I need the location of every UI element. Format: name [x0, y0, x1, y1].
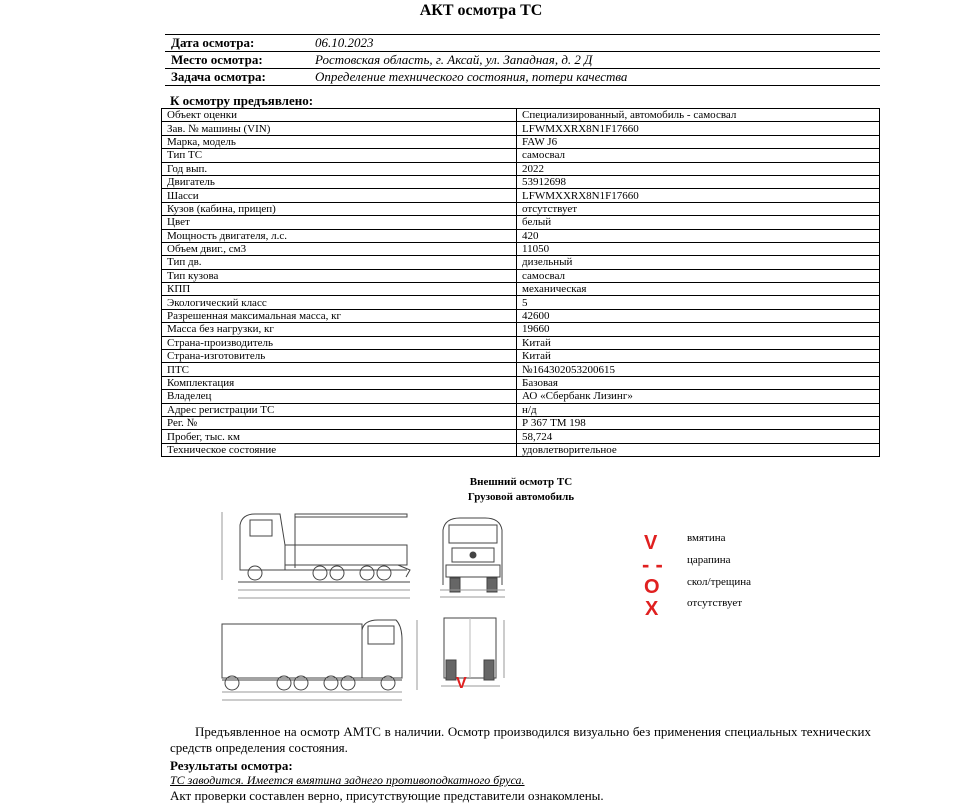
spec-label: Адрес регистрации ТС	[162, 403, 517, 416]
spec-value: Китай	[517, 350, 880, 363]
spec-label: Тип дв.	[162, 256, 517, 269]
spec-label: Шасси	[162, 189, 517, 202]
spec-value: белый	[517, 216, 880, 229]
spec-label: Разрешенная максимальная масса, кг	[162, 309, 517, 322]
truck-side-view-left	[222, 512, 410, 598]
spec-value: 2022	[517, 162, 880, 175]
spec-value: 42600	[517, 309, 880, 322]
legend-label-missing: отсутствует	[687, 597, 743, 609]
spec-label: Комплектация	[162, 376, 517, 389]
inspection-task-value: Определение технического состояния, потери качества	[315, 69, 628, 84]
spec-label: Двигатель	[162, 175, 517, 188]
spec-value: н/д	[517, 403, 880, 416]
truck-rear-view	[441, 618, 504, 686]
page-title: АКТ осмотра ТС	[419, 2, 543, 19]
spec-value: LFWMXXRX8N1F17660	[517, 122, 880, 135]
spec-label: Пробег, тыс. км	[162, 430, 517, 443]
truck-side-view-right	[222, 620, 417, 700]
dent-legend-icon: V	[644, 532, 658, 554]
spec-label: Год вып.	[162, 162, 517, 175]
spec-label: Цвет	[162, 216, 517, 229]
spec-value: дизельный	[517, 256, 880, 269]
spec-value: удовлетворительное	[517, 443, 880, 456]
spec-label: Зав. № машины (VIN)	[162, 122, 517, 135]
spec-value: механическая	[517, 283, 880, 296]
spec-label: Тип кузова	[162, 269, 517, 282]
exterior-title: Внешний осмотр ТС	[469, 476, 573, 488]
spec-value: Базовая	[517, 376, 880, 389]
spec-value: 5	[517, 296, 880, 309]
spec-value: 19660	[517, 323, 880, 336]
spec-value: отсутствует	[517, 202, 880, 215]
spec-value: LFWMXXRX8N1F17660	[517, 189, 880, 202]
spec-label: Экологический класс	[162, 296, 517, 309]
exterior-subtitle: Грузовой автомобиль	[467, 491, 575, 503]
spec-value: №164302053200615	[517, 363, 880, 376]
missing-legend-icon: X	[645, 598, 659, 620]
spec-label: Масса без нагрузки, кг	[162, 323, 517, 336]
spec-label: Марка, модель	[162, 135, 517, 148]
spec-label: Кузов (кабина, прицеп)	[162, 202, 517, 215]
spec-value: 53912698	[517, 175, 880, 188]
truck-front-view	[440, 518, 505, 597]
inspection-date-value: 06.10.2023	[315, 35, 374, 50]
inspection-place-value: Ростовская область, г. Аксай, ул. Западная, д. 2 Д	[315, 52, 593, 67]
results-heading: Результаты осмотра:	[170, 758, 293, 773]
spec-label: Мощность двигателя, л.с.	[162, 229, 517, 242]
legend-label-scratch: царапина	[687, 554, 731, 566]
spec-value: 58,724	[517, 430, 880, 443]
spec-value: АО «Сбербанк Лизинг»	[517, 390, 880, 403]
spec-label: Объем двиг., см3	[162, 242, 517, 255]
spec-label: КПП	[162, 283, 517, 296]
spec-value: самосвал	[517, 269, 880, 282]
legend-label-chip: скол/трещина	[687, 576, 752, 588]
spec-label: Тип ТС	[162, 149, 517, 162]
inspection-date-label: Дата осмотра:	[171, 35, 255, 50]
closing-statement: Акт проверки составлен верно, присутствующие представители ознакомлены.	[170, 788, 604, 803]
inspection-paragraph: Предъявленное на осмотр АМТС в наличии. Осмотр производился визуально без применения специальных технических средств определения состояния.	[170, 724, 871, 755]
inspection-place-label: Место осмотра:	[171, 52, 263, 67]
spec-value: 420	[517, 229, 880, 242]
spec-value: Специализированный, автомобиль - самосвал	[517, 109, 880, 122]
spec-label: Техническое состояние	[162, 443, 517, 456]
spec-label: Объект оценки	[162, 109, 517, 122]
dent-mark-icon: V	[456, 675, 467, 692]
presented-heading: К осмотру предъявлено:	[170, 93, 314, 108]
spec-label: Рег. №	[162, 416, 517, 429]
scratch-legend-icon: - -	[642, 552, 663, 577]
spec-label: Владелец	[162, 390, 517, 403]
legend-label-dent: вмятина	[687, 532, 726, 544]
spec-label: ПТС	[162, 363, 517, 376]
spec-value: Китай	[517, 336, 880, 349]
spec-value: самосвал	[517, 149, 880, 162]
inspection-task-label: Задача осмотра:	[171, 69, 266, 84]
spec-value: FAW J6	[517, 135, 880, 148]
spec-value: 11050	[517, 242, 880, 255]
spec-value: Р 367 ТМ 198	[517, 416, 880, 429]
spec-label: Страна-производитель	[162, 336, 517, 349]
spec-label: Страна-изготовитель	[162, 350, 517, 363]
results-text: ТС заводится. Имеется вмятина заднего противоподкатного бруса.	[170, 773, 525, 787]
chip-legend-icon: O	[644, 576, 660, 598]
